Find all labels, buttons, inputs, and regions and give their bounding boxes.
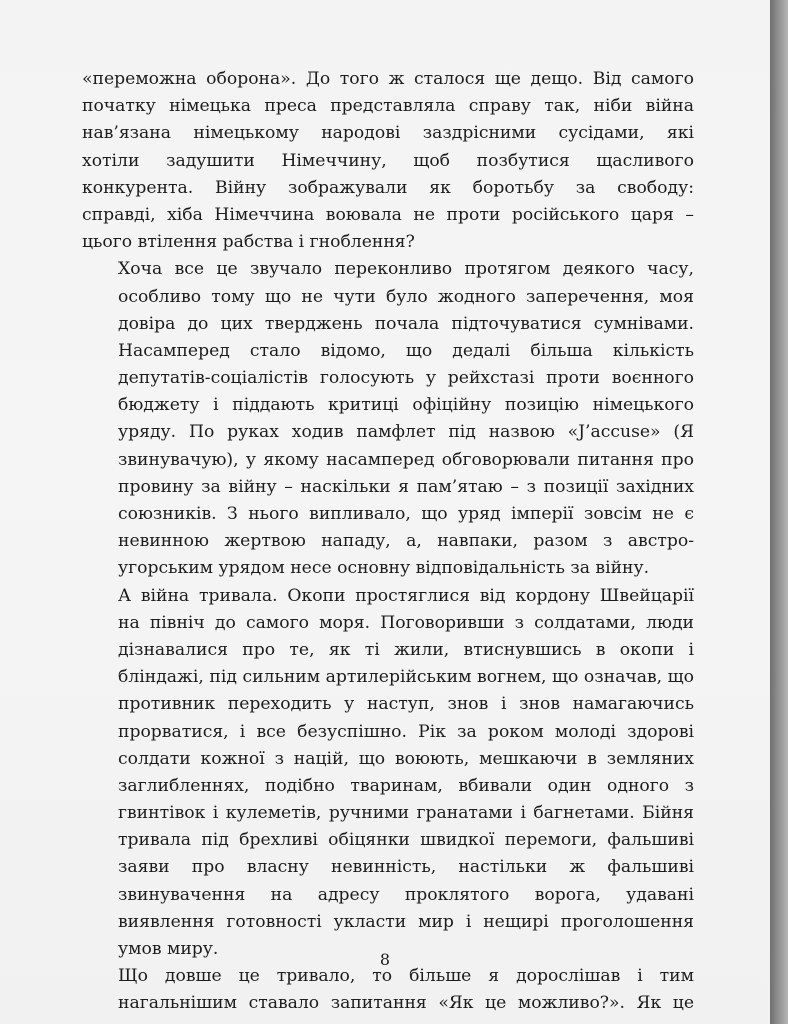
text-line: Що довше це тривало, то більше я дорослішав і тим	[118, 966, 694, 987]
text-line: А війна тривала. Окопи простяглися від кордону Швейцарії	[118, 585, 694, 606]
text-line: нагальнішим ставало запитання «Як це можливо?». Як це	[118, 993, 694, 1014]
text-line: гвинтівок і кулеметів, ручними гранатами і багнетами. Бійня	[118, 803, 694, 824]
text-line: виявлення готовності укласти мир і нещирі проголошення	[118, 911, 694, 932]
paragraph	[82, 66, 694, 256]
text-line: союзників. З нього випливало, що уряд імперії зовсім не є	[118, 504, 694, 524]
paragraph	[82, 256, 694, 582]
text-line: уряду. По руках ходив памфлет під назвою «J’accuse» (Я	[118, 422, 694, 443]
text-line: цього втілення рабства і гноблення?	[82, 232, 415, 253]
text-line: довіра до цих тверджень почала підточуватися сумнівами.	[118, 313, 694, 334]
text-line: Насамперед стало відомо, що дедалі більша кількість	[118, 340, 694, 361]
text-line: бліндажі, під сильним артилерійським вогнем, що означав, що	[118, 667, 694, 688]
text-line: заглибленнях, подібно тваринам, вбивали один одного з	[118, 775, 694, 796]
text-line: на північ до самого моря. Поговоривши з солдатами, люди	[118, 612, 694, 633]
text-line: бюджету і піддають критиці офіційну позицію німецького	[118, 395, 694, 416]
text-line: заяви про власну невинність, настільки ж фальшиві	[118, 857, 694, 878]
text-line: угорським урядом несе основну відповідальність за війну.	[118, 558, 650, 579]
page-number: 8	[379, 950, 391, 969]
text-line: провину за війну – наскільки я пам’ятаю – з позиції західних	[118, 476, 694, 497]
paragraph	[82, 583, 694, 964]
text-line: невинною жертвою нападу, а, навпаки, разом з австро-	[118, 531, 694, 552]
text-line: солдати кожної з націй, що воюють, мешкаючи в земляних	[118, 748, 694, 769]
text-line: Хоча все це звучало переконливо протягом деякого часу,	[118, 259, 694, 280]
text-line: особливо тому що не чути було жодного заперечення, моя	[118, 286, 694, 307]
paragraph	[82, 963, 694, 1017]
text-line: дізнавалися про те, як ті жили, втиснувшись в окопи і	[118, 639, 694, 660]
text-line: депутатів-соціалістів голосують у рейхстазі проти воєнного	[118, 368, 694, 389]
text-line: тривала під брехливі обіцянки швидкої перемоги, фальшиві	[118, 830, 694, 851]
text-line: хотіли задушити Німеччину, щоб позбутися щасливого	[82, 150, 694, 171]
text-line: прорватися, і все безуспішно. Рік за роком молоді здорові	[118, 721, 694, 742]
text-line: справді, хіба Німеччина воювала не проти російського царя –	[82, 204, 694, 225]
text-line: початку німецька преса представляла справу так, ніби війна	[82, 96, 694, 117]
text-line: умов миру.	[118, 939, 219, 959]
text-line: «переможна оборона». До того ж сталося ще дещо. Від самого	[82, 69, 694, 89]
body-text	[82, 66, 694, 1018]
text-line: конкурента. Війну зображували як боротьбу за свободу:	[82, 177, 694, 198]
text-line: звинувачую), у якому насамперед обговорювали питання про	[118, 449, 694, 470]
page-edge-shadow	[770, 0, 788, 1024]
text-line: нав’язана німецькому народові заздрісними сусідами, які	[82, 123, 694, 144]
text-line: звинувачення на адресу проклятого ворога, удавані	[118, 884, 694, 905]
text-line: противник переходить у наступ, знов і знов намагаючись	[118, 694, 694, 715]
